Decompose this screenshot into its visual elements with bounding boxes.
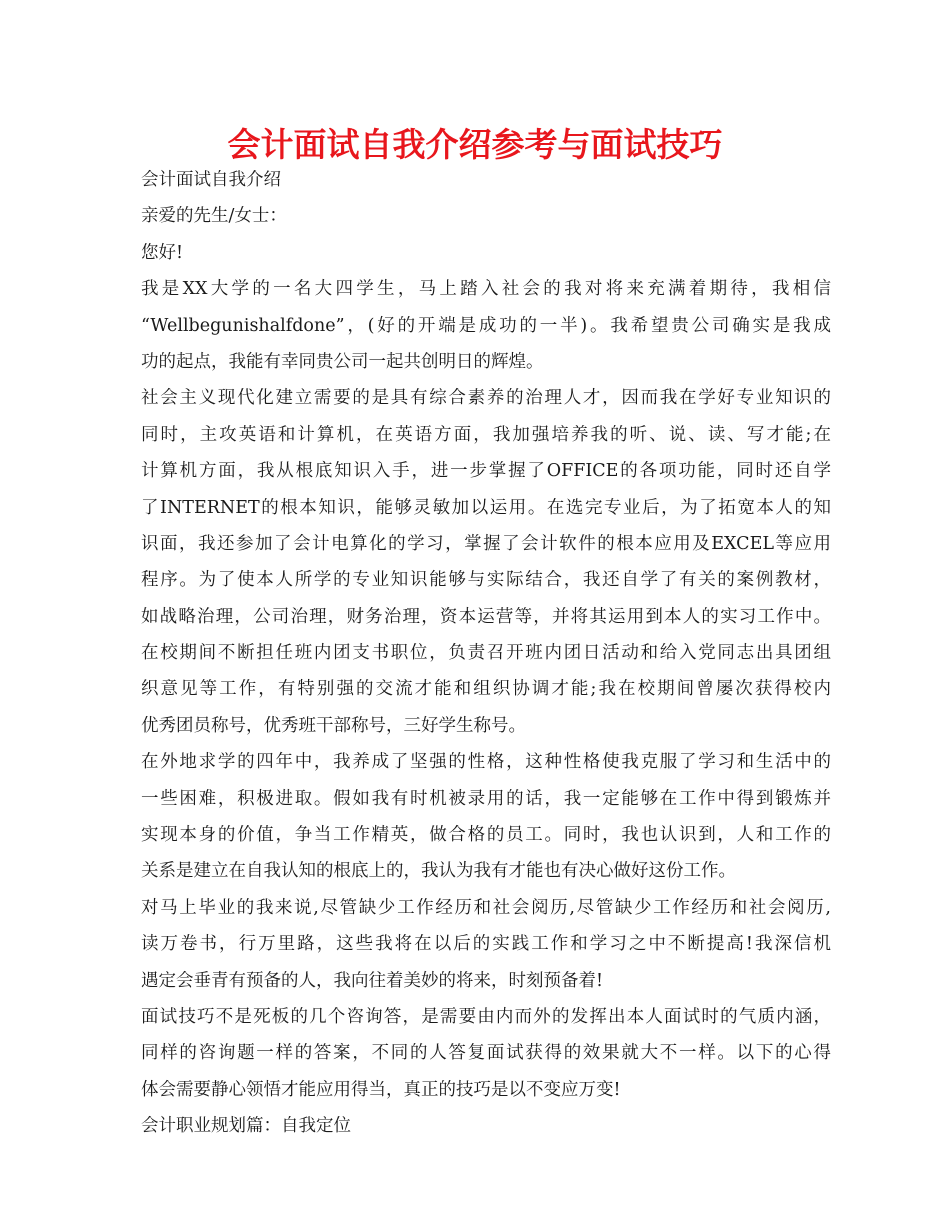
text-line: 程序。为了使本人所学的专业知识能够与实际结合，我还自学了有关的案例教材， (141, 570, 831, 591)
text-line: 会计面试自我介绍 (141, 170, 281, 190)
text-line: 社会主义现代化建立需要的是具有综合素养的治理人才，因而我在学好专业知识的 (141, 388, 831, 409)
text-line: 体会需要静心领悟才能应用得当，真正的技巧是以不变应万变! (141, 1079, 621, 1100)
text-line: 遇定会垂青有预备的人，我向往着美妙的将来，时刻预备着! (141, 970, 604, 991)
text-line: 识面，我还参加了会计电算化的学习，掌握了会计软件的根本应用及EXCEL等应用 (141, 533, 831, 554)
text-line: 优秀团员称号，优秀班干部称号，三好学生称号。 (141, 715, 526, 736)
text-line: 实现本身的价值，争当工作精英，做合格的员工。同时，我也认识到，人和工作的 (141, 825, 831, 846)
text-line: 对马上毕业的我来说,尽管缺少工作经历和社会阅历,尽管缺少工作经历和社会阅历, (141, 897, 831, 918)
text-line: 面试技巧不是死板的几个咨询答，是需要由内而外的发挥出本人面试时的气质内涵， (141, 1006, 831, 1027)
text-line: 织意见等工作，有特别强的交流才能和组织协调才能;我在校期间曾屡次获得校内 (141, 679, 831, 700)
text-line: “Wellbegunishalfdone”，(好的开端是成功的一半)。我希望贵公司确实是我成 (141, 315, 831, 336)
text-line: 一些困难，积极进取。假如我有时机被录用的话，我一定能够在工作中得到锻炼并 (141, 788, 831, 809)
document-body (141, 162, 831, 1145)
text-line: 会计职业规划篇：自我定位 (141, 1116, 351, 1137)
text-line: 亲爱的先生/女士： (141, 206, 287, 227)
text-line: 我是XX大学的一名大四学生，马上踏入社会的我对将来充满着期待，我相信 (141, 279, 831, 300)
text-line: 同样的咨询题一样的答案，不同的人答复面试获得的效果就大不一样。以下的心得 (141, 1043, 831, 1064)
text-line: 同时，主攻英语和计算机，在英语方面，我加强培养我的听、说、读、写才能;在 (141, 424, 831, 445)
text-line: 关系是建立在自我认知的根底上的，我认为我有才能也有决心做好这份工作。 (141, 861, 736, 882)
text-line: 如战略治理，公司治理，财务治理，资本运营等，并将其运用到本人的实习工作中。 (141, 606, 831, 627)
text-line: 了INTERNET的根本知识，能够灵敏加以运用。在选完专业后，为了拓宽本人的知 (141, 497, 831, 518)
text-line: 您好! (141, 242, 184, 263)
text-line: 在外地求学的四年中，我养成了坚强的性格，这种性格使我克服了学习和生活中的 (141, 752, 831, 773)
text-line: 功的起点，我能有幸同贵公司一起共创明日的辉煌。 (141, 351, 544, 372)
document-title: 会计面试自我介绍参考与面试技巧 (227, 125, 723, 164)
text-line: 读万卷书，行万里路，这些我将在以后的实践工作和学习之中不断提高!我深信机 (141, 934, 831, 955)
text-line: 在校期间不断担任班内团支书职位，负责召开班内团日活动和给入党同志出具团组 (141, 643, 831, 664)
text-line: 计算机方面，我从根底知识入手，进一步掌握了OFFICE的各项功能，同时还自学 (141, 461, 831, 482)
